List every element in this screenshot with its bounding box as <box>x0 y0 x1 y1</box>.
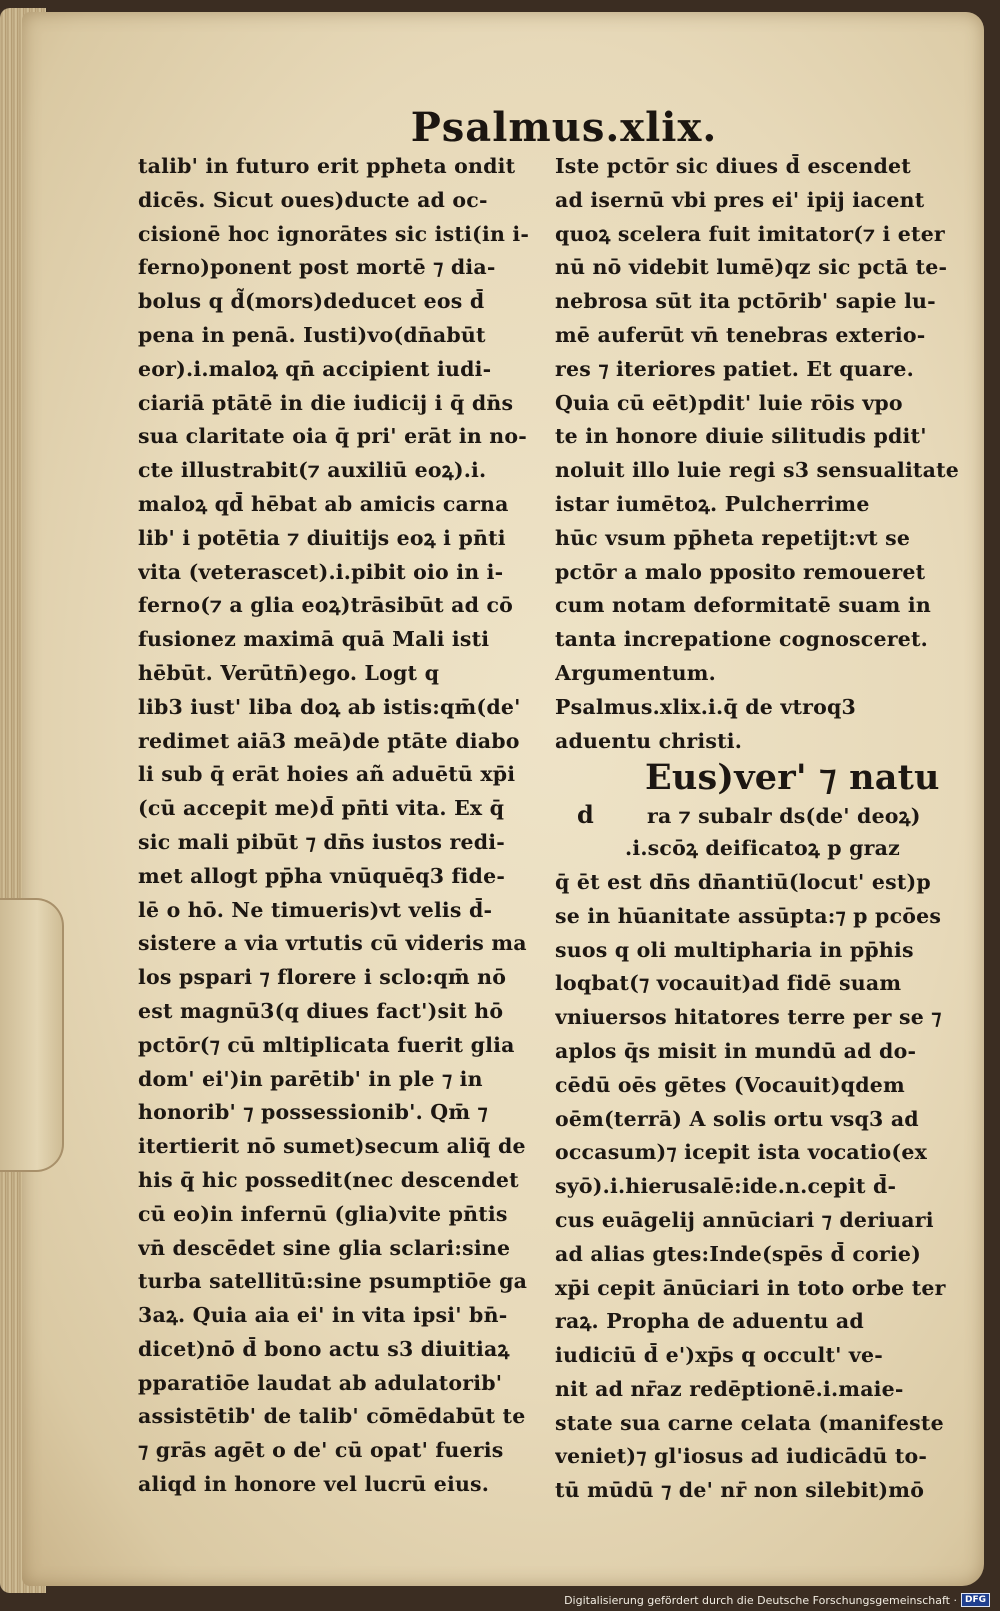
text-line: oēm(terrā) A solis ortu vsq3 ad <box>555 1106 919 1131</box>
decorated-initial-letter: d <box>577 800 594 830</box>
text-line: sua claritate oia q̄ pri' erāt in no- <box>138 424 527 449</box>
left-text-column <box>138 150 540 1502</box>
text-line: se in hūanitate assūpta:⁊ p pcōes <box>555 903 942 928</box>
text-line: hūc vsum pp̄heta repetijt:vt se <box>555 525 911 550</box>
psalm-opening-line: Eus)ver' ⁊ natu <box>645 757 940 799</box>
text-line: est magnū3(q diues fact')sit hō <box>138 998 504 1023</box>
book-clasp <box>0 898 64 1172</box>
text-line: vniuersos hitatores terre per se ⁊ <box>555 1005 942 1030</box>
text-line: cēdū oēs gētes (Vocauit)qdem <box>555 1072 905 1097</box>
text-line: lib3 iust' liba doꝝ ab istis:qm̄(de' <box>138 694 521 719</box>
text-line: cum notam deformitatē suam in <box>555 593 931 618</box>
text-line: lib' i potētia ⁊ diuitijs eoꝝ i pn̄ti <box>138 525 506 550</box>
text-line: assistētib' de talib' cōmēdabūt te <box>138 1404 526 1429</box>
text-line: maloꝝ qd̄ hēbat ab amicis carna <box>138 491 509 516</box>
text-line: Psalmus.xlix.i.q̄ de vtroq3 <box>555 694 857 719</box>
text-line: mē auferūt vn̄ tenebras exterio- <box>555 322 926 347</box>
text-line: met allogt pp̄ha vnūquēq3 fide- <box>138 863 506 888</box>
text-line: pparatiōe laudat ab adulatorib' <box>138 1370 503 1395</box>
text-line: xp̄i cepit ānūciari in toto orbe ter <box>555 1275 946 1300</box>
text-line: li sub q̄ erāt hoies añ aduētū xp̄i <box>138 762 516 787</box>
text-line: state sua carne celata (manifeste <box>555 1410 944 1435</box>
text-line: cisionē hoc ignorātes sic isti(in i- <box>138 221 530 246</box>
text-line: aliqd in honore vel lucrū eius. <box>138 1472 490 1497</box>
text-line: dicet)nō d̄ bono actu s3 diuitiaꝝ <box>138 1336 510 1361</box>
text-line: q̄ ēt est dn̄s dn̄antiū(locut' est)p <box>555 869 931 894</box>
dfg-logo: DFG <box>961 1593 990 1607</box>
text-line: redimet aiā3 meā)de ptāte diabo <box>138 728 520 753</box>
text-line: quoꝝ scelera fuit imitator(⁊ i eter <box>555 221 945 246</box>
text-line: te in honore diuie silitudis pdit' <box>555 424 927 449</box>
text-line: los pspari ⁊ florere i sclo:qm̄ nō <box>138 965 507 990</box>
text-line: pctōr(⁊ cū mltiplicata fuerit glia <box>138 1032 515 1057</box>
text-line: raꝝ. Propha de aduentu ad <box>555 1309 864 1334</box>
text-line: pena in penā. Iusti)vo(dn̄abūt <box>138 322 486 347</box>
text-line: sic mali pibūt ⁊ dn̄s iustos redi- <box>138 829 505 854</box>
text-line: ferno)ponent post mortē ⁊ dia- <box>138 255 496 280</box>
text-line: ⁊ grās agēt o de' cū opat' fueris <box>138 1438 504 1463</box>
page-heading: Psalmus.xlix. <box>410 104 718 151</box>
text-line: hēbūt. Verūtn̄)ego. Logt q <box>138 660 440 685</box>
text-line: sistere a via vrtutis cū videris ma <box>138 931 527 956</box>
text-line: cus euāgelij annūciari ⁊ deriuari <box>555 1207 934 1232</box>
text-line: tū mūdū ⁊ de' nr̄ non silebit)mō <box>555 1478 925 1503</box>
text-line: aplos q̄s misit in mundū ad do- <box>555 1038 917 1063</box>
text-line: aduentu christi. <box>555 728 743 753</box>
text-line: dom' ei')in parētib' in ple ⁊ in <box>138 1066 483 1091</box>
text-line: (cū accepit me)d̄ pn̄ti vita. Ex q̄ <box>138 796 505 821</box>
text-line: itertierit nō sumet)secum aliq̄ de <box>138 1134 526 1159</box>
text-line: ferno(⁊ a glia eoꝝ)trāsibūt ad cō <box>138 593 514 618</box>
text-line: tanta increpatione cognosceret. <box>555 627 928 652</box>
text-line: vita (veterascet).i.pibit oio in i- <box>138 559 504 584</box>
text-line: honorib' ⁊ possessionib'. Qm̄ ⁊ <box>138 1100 488 1125</box>
text-line: bolus q d̃(mors)deducet eos d̄ <box>138 289 485 314</box>
text-line: occasum)⁊ icepit ista vocatio(ex <box>555 1140 927 1165</box>
text-line: lē o hō. Ne timueris)vt velis d̄- <box>138 897 493 922</box>
text-line: vn̄ descēdet sine glia sclari:sine <box>138 1235 511 1260</box>
text-line: talib' in futuro erit pphetа ondit <box>138 154 516 178</box>
text-line: istar iumētoꝝ. Pulcherrime <box>555 491 870 516</box>
text-line: ra ⁊ subalr ds(de' deoꝝ) <box>647 804 921 829</box>
credit-text: Digitalisierung gefördert durch die Deutsche Forschungsgemeinschaft · <box>564 1593 957 1607</box>
text-line: ad alias gtes:Inde(spēs d̄ corie) <box>555 1241 922 1266</box>
text-line: nit ad nr̄az redēptionē.i.maie- <box>555 1376 904 1401</box>
text-line: Quia cū eēt)pdit' luie rōis vpo <box>555 390 903 415</box>
text-line: suos q oli multipharia in pp̄his <box>555 937 914 962</box>
text-line: cū eo)in infernū (glia)vite pn̄tis <box>138 1201 508 1226</box>
text-line: pctōr a malo pposito remoueret <box>555 559 926 584</box>
text-line: veniet)⁊ gl'iosus ad iudicādū to- <box>555 1444 928 1469</box>
text-line: ciariā ptātē in die iudicij i q̄ dn̄s <box>138 390 514 415</box>
text-line: fusionez maximā quā Mali isti <box>138 627 490 652</box>
text-line: 3aꝝ. Quia aia ei' in vita ipsi' bn̄- <box>138 1303 508 1328</box>
digitization-credit <box>564 1593 990 1607</box>
text-line: res ⁊ iteriores patiet. Et quare. <box>555 356 914 381</box>
text-line: cte illustrabit(⁊ auxiliū eoꝝ).i. <box>138 458 487 483</box>
text-line: syō).i.hierusalē:ide.n.cepit d̄- <box>555 1174 897 1199</box>
text-line: dicēs. Sicut oues)ducte ad oc- <box>138 187 488 212</box>
text-line: noluit illo luie regi s3 sensualitate <box>555 458 959 483</box>
text-line: loqbat(⁊ vocauit)ad fidē suam <box>555 971 902 996</box>
right-text-column <box>555 150 960 1508</box>
text-line: .i.scōꝝ deificatoꝝ p graz <box>625 836 900 861</box>
text-line: eor).i.maloꝝ qn̄ accipient iudi- <box>138 356 492 381</box>
text-line: Argumentum. <box>555 660 716 685</box>
text-line: nebrosa sūt ita pctōrib' sapie lu- <box>555 289 936 314</box>
text-line: ad isernū vbi pres ei' ipij iacent <box>555 187 925 212</box>
text-line: iudiciū d̄ e')xp̄s q occult' ve- <box>555 1343 883 1368</box>
text-line: turba satellitū:sine psumptiōe ga <box>138 1269 528 1294</box>
text-line: Iste pctōr sic diues d̄ escendet <box>555 154 911 178</box>
text-line: his q̄ hic possedit(nec descendet <box>138 1167 519 1192</box>
text-line: nū nō videbit lumē)qz sic pctā te- <box>555 255 948 280</box>
initial-letter-line <box>555 798 960 832</box>
